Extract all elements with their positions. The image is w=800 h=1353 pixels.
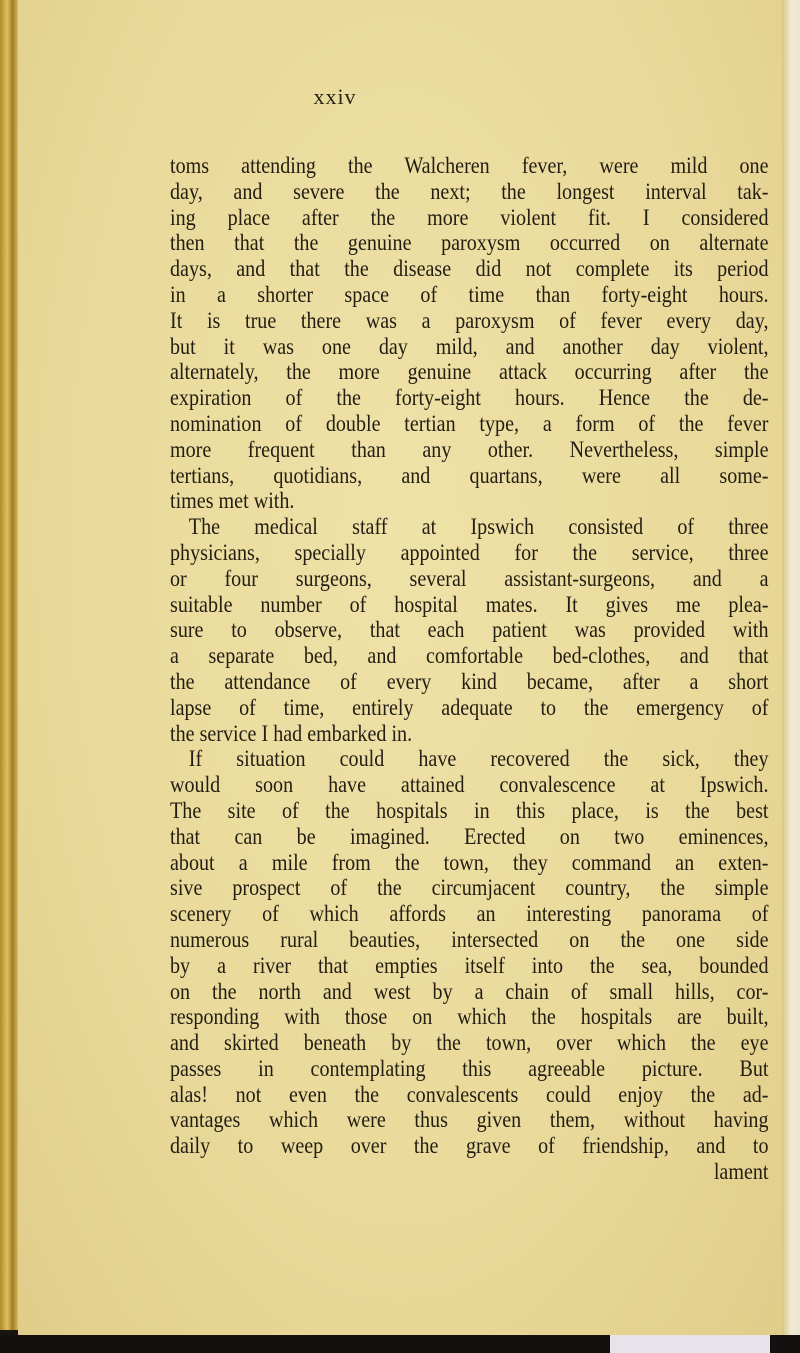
text-line: or four surgeons, several assistant-surgeons, and a bbox=[170, 565, 769, 592]
text-line: and skirted beneath by the town, over which the eye bbox=[170, 1030, 769, 1057]
page-edge bbox=[782, 0, 800, 1353]
text-line: on the north and west by a chain of small hills, cor- bbox=[170, 978, 769, 1005]
background-strip bbox=[0, 1335, 800, 1353]
text-line: the service I had embarked in. bbox=[170, 720, 413, 747]
text-line: but it was one day mild, and another day violent, bbox=[170, 333, 769, 360]
text-line: more frequent than any other. Nevertheless, simple bbox=[170, 436, 769, 463]
page-number: xxiv bbox=[313, 84, 357, 109]
text-line: day, and severe the next; the longest interval tak- bbox=[170, 178, 769, 205]
text-line: about a mile from the town, they command an exten- bbox=[170, 849, 769, 876]
text-line: expiration of the forty-eight hours. Hence the de- bbox=[170, 385, 769, 412]
text-line: responding with those on which the hospitals are built, bbox=[170, 1004, 769, 1031]
text-line: days, and that the disease did not complete its period bbox=[170, 256, 769, 283]
book-binding bbox=[0, 0, 18, 1330]
text-line: The medical staff at Ipswich consisted of three bbox=[188, 514, 769, 541]
text-line: ing place after the more violent fit. I considered bbox=[170, 204, 769, 231]
text-line: If situation could have recovered the sick, they bbox=[188, 746, 769, 773]
text-line: in a shorter space of time than forty-eight hours. bbox=[170, 281, 769, 308]
text-line: sive prospect of the circumjacent country, the simple bbox=[170, 875, 769, 902]
text-line: would soon have attained convalescence at Ipswich. bbox=[170, 772, 769, 799]
text-line: tertians, quotidians, and quartans, were all some- bbox=[170, 462, 769, 489]
text-line: daily to weep over the grave of friendship, and to bbox=[170, 1133, 769, 1160]
text-line: a separate bed, and comfortable bed-clothes, and that bbox=[170, 643, 769, 670]
text-line: lapse of time, entirely adequate to the emergency of bbox=[170, 694, 769, 721]
text-line: suitable number of hospital mates. It gives me plea- bbox=[170, 591, 769, 618]
text-line: sure to observe, that each patient was provided with bbox=[170, 617, 769, 644]
text-line: that can be imagined. Erected on two eminences, bbox=[170, 823, 769, 850]
text-line: toms attending the Walcheren fever, were mild one bbox=[170, 153, 769, 179]
text-line: It is true there was a paroxysm of fever every day, bbox=[170, 307, 769, 334]
text-line: vantages which were thus given them, without having bbox=[170, 1107, 769, 1134]
body-text bbox=[170, 154, 769, 1186]
text-line: lament bbox=[713, 1159, 769, 1186]
text-line: The site of the hospitals in this place, is the best bbox=[170, 797, 769, 824]
text-line: physicians, specially appointed for the service, three bbox=[170, 539, 769, 566]
text-line: passes in contemplating this agreeable picture. But bbox=[170, 1055, 769, 1082]
text-line: scenery of which affords an interesting panorama of bbox=[170, 901, 769, 928]
text-line: alternately, the more genuine attack occurring after the bbox=[170, 359, 769, 386]
text-line: alas! not even the convalescents could enjoy the ad- bbox=[170, 1081, 769, 1108]
text-line: numerous rural beauties, intersected on the one side bbox=[170, 926, 769, 953]
text-line: then that the genuine paroxysm occurred on alternate bbox=[170, 230, 769, 257]
text-line: the attendance of every kind became, after a short bbox=[170, 668, 769, 695]
text-line: by a river that empties itself into the sea, bounded bbox=[170, 952, 769, 979]
text-line: nomination of double tertian type, a form of the fever bbox=[170, 410, 769, 437]
background-light-patch bbox=[610, 1335, 770, 1353]
text-line: times met with. bbox=[170, 488, 295, 515]
